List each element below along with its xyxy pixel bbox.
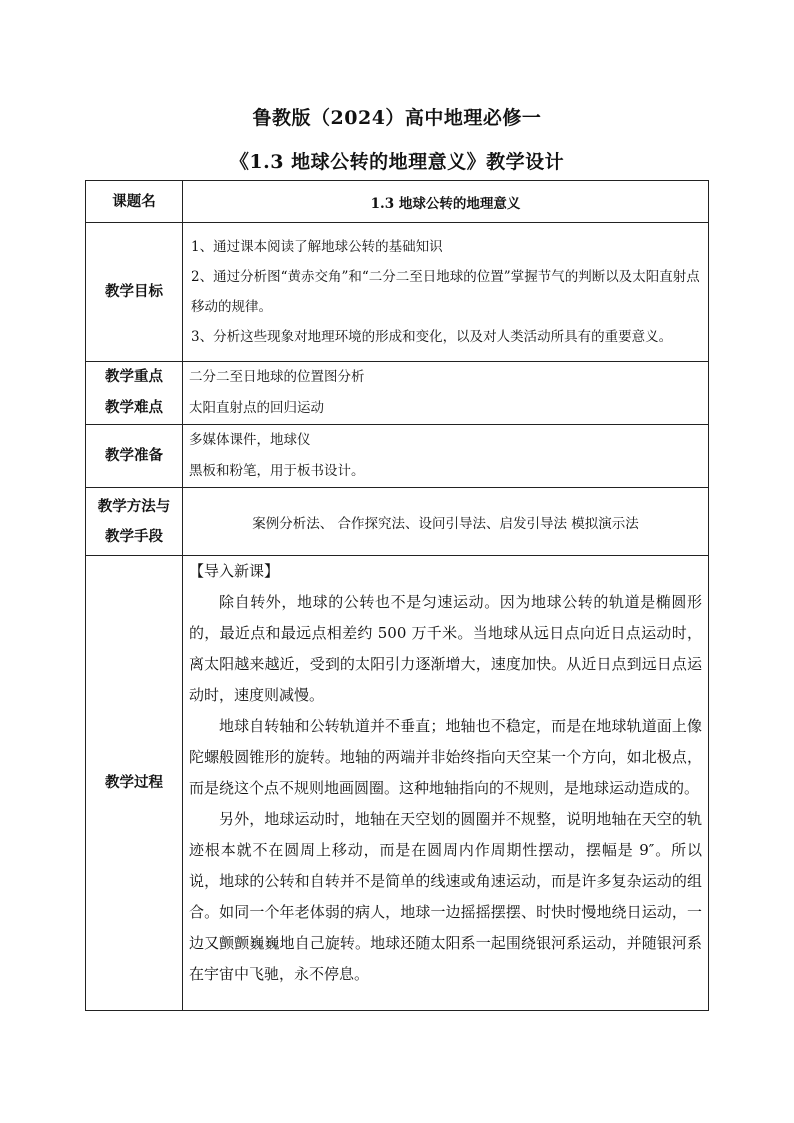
difficulty-label: 教学难点 (105, 400, 163, 416)
process-paragraph: 地球自转轴和公转轨道并不垂直；地轴也不稳定，而是在地球轨道面上像陀螺般圆锥形的旋转。地轴的两端并非始终指向天空某一个方向，如北极点，而是绕这个点不规则地画圆圈。这种地轴指向的不规则，是地球运动造成的。 (189, 717, 702, 797)
lesson-plan-table (85, 180, 709, 1011)
process-heading: 【导入新课】 (189, 562, 280, 580)
means-label: 教学手段 (105, 528, 163, 545)
prep-cell (183, 425, 709, 488)
table-row-process (86, 556, 709, 1011)
process-paragraph: 另外，地球运动时，地轴在天空划的圆圈并不规整，说明地轴在天空的轨迹根本就不在圆周上移动，而是在圆周内作周期性摆动，摆幅是 9″。所以说，地球的公转和自转并不是简单的线速或角速运动，而是许多复杂运动的组合。如同一个年老体弱的病人，地球一边摇摇摆摆、时快时慢地绕日运动，一边又颤颤巍巍地自己旋转。地球还随太阳系一起围绕银河系运动，并随银河系在宇宙中飞驰，永不停息。 (189, 810, 702, 983)
method-label: 教学方法与 (97, 498, 171, 515)
goals-label: 教学目标 (86, 223, 183, 362)
goal-item: 1、通过课本阅读了解地球公转的基础知识 (191, 239, 443, 255)
table-row-preparation (86, 425, 709, 488)
method-labels (86, 488, 183, 556)
document-subtitle: 《1.3 地球公转的地理意义》教学设计 (229, 151, 565, 173)
prep-label: 教学准备 (86, 425, 183, 488)
goal-item: 3、分析这些现象对地理环境的形成和变化，以及对人类活动所具有的重要意义。 (191, 329, 673, 345)
prep-value: 多媒体课件，地球仪 (189, 432, 311, 448)
key-cell (183, 362, 709, 425)
topic-label: 课题名 (86, 181, 183, 223)
difficulty-value: 太阳直射点的回归运动 (189, 400, 324, 416)
table-row-topic (86, 181, 709, 223)
key-point-value: 二分二至日地球的位置图分析 (189, 369, 365, 385)
process-label: 教学过程 (86, 556, 183, 1011)
process-cell (183, 556, 709, 1011)
table-row-goals (86, 223, 709, 362)
process-paragraph: 除自转外，地球的公转也不是匀速运动。因为地球公转的轨道是椭圆形的，最近点和最远点相差约 500 万千米。当地球从远日点向近日点运动时，离太阳越来越近，受到的太阳引力逐渐增大，速度加快。从近日点到远日点运动时，速度则减慢。 (189, 593, 702, 704)
key-labels (86, 362, 183, 425)
key-point-label: 教学重点 (105, 369, 163, 385)
goals-cell (183, 223, 709, 362)
table-row-key-points (86, 362, 709, 425)
table-row-method (86, 488, 709, 556)
document-title: 鲁教版（2024）高中地理必修一 (252, 107, 542, 129)
method-value: 案例分析法、 合作探究法、设问引导法、启发引导法 模拟演示法 (183, 488, 709, 556)
goal-item: 2、通过分析图“黄赤交角”和“二分二至日地球的位置”掌握节气的判断以及太阳直射点移动的规律。 (191, 269, 700, 315)
topic-value: 1.3 地球公转的地理意义 (183, 181, 709, 223)
prep-value: 黑板和粉笔，用于板书设计。 (189, 463, 365, 479)
